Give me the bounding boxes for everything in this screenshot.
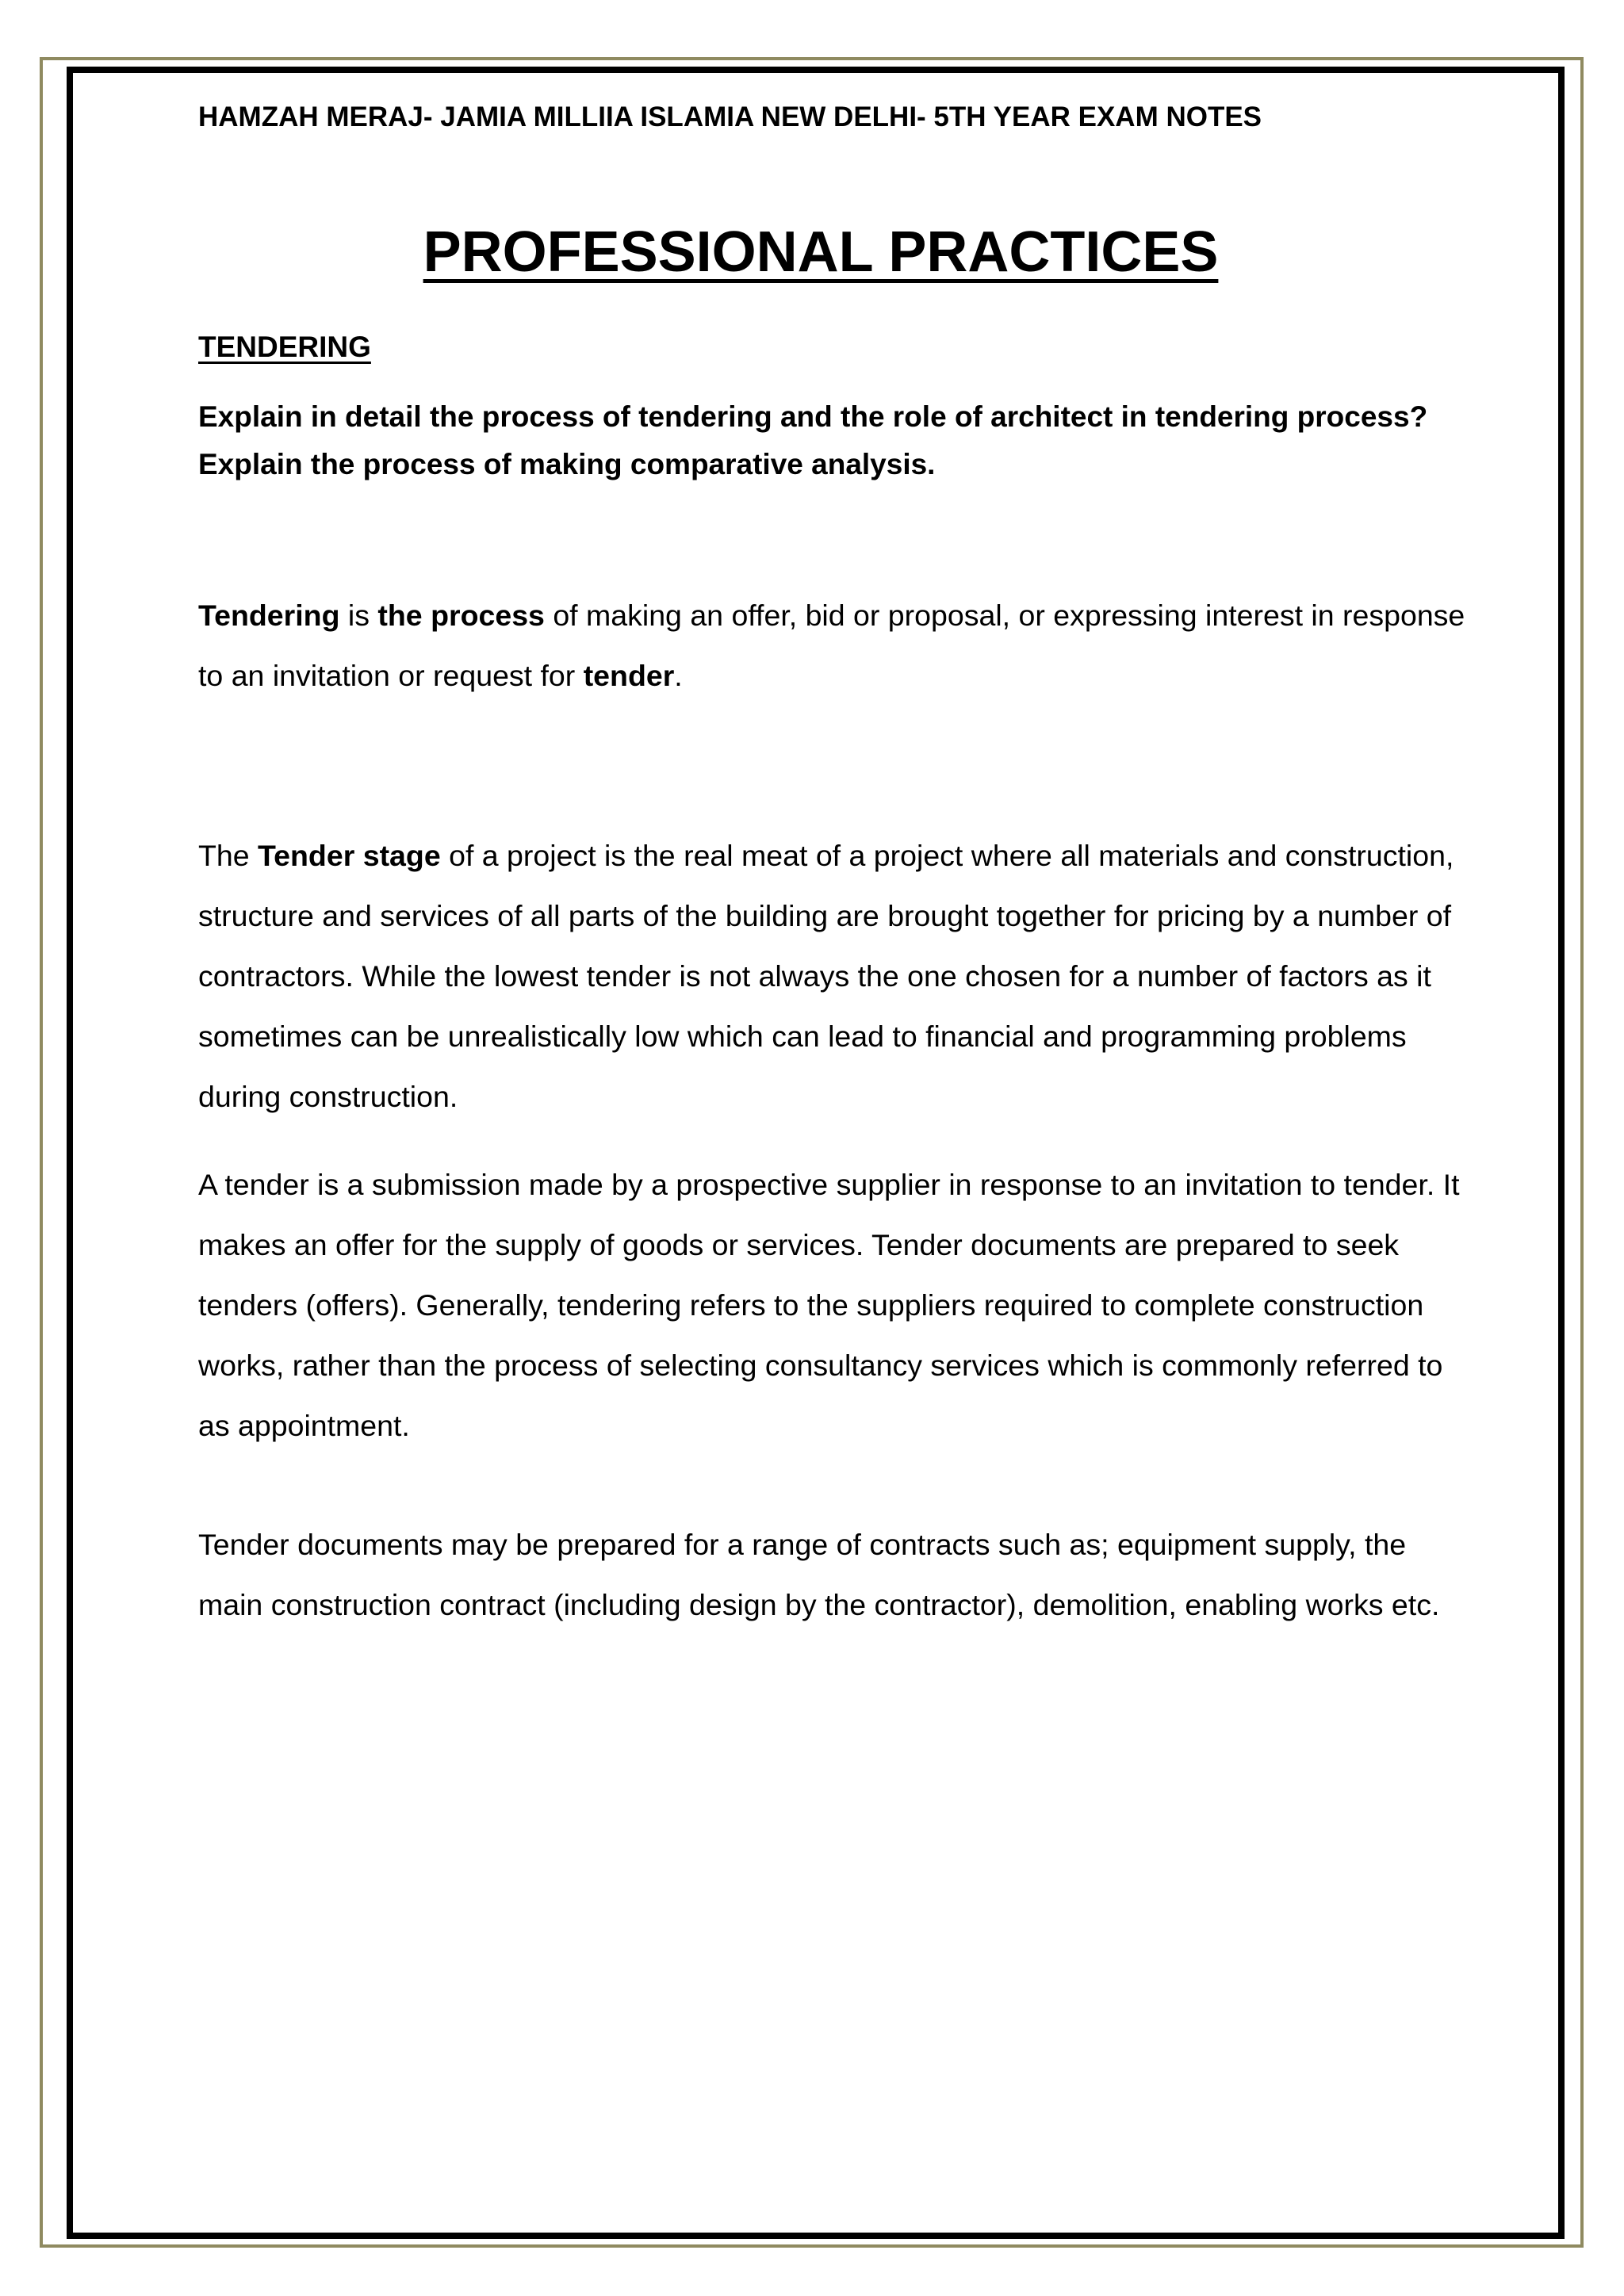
bold-term: the process (377, 599, 545, 632)
paragraph-definition (198, 585, 1467, 706)
exam-question (198, 393, 1467, 488)
bold-term: Tendering (198, 599, 340, 632)
text-run: of making an offer, bid or proposal, or expressing interest in response to an invitation or request for (198, 599, 1465, 692)
question-line-1: Explain in detail the process of tendering and the role of architect in tendering process? (198, 400, 1428, 433)
question-line-2: Explain the process of making comparative analysis. (198, 448, 936, 480)
paragraph-tender-stage (198, 825, 1467, 1127)
text-run: . (674, 659, 683, 692)
paragraph-tender-submission: A tender is a submission made by a prospective supplier in response to an invitation to tender. It makes an offer for the supply of goods or services. Tender documents are prepared to seek tenders (offers). Generally, tendering refers to the suppliers required to complete construction works, rather than the process of selecting consultancy services which is commonly referred to as appointment. (198, 1168, 1460, 1442)
page-title (198, 212, 1443, 292)
text-run: The (198, 839, 259, 872)
section-heading: TENDERING (198, 331, 371, 363)
bold-term: tender (583, 659, 675, 692)
page-title-text: PROFESSIONAL PRACTICES (423, 220, 1219, 284)
document-header: HAMZAH MERAJ- JAMIA MILLIIA ISLAMIA NEW DELHI- 5TH YEAR EXAM NOTES (198, 101, 1262, 132)
bold-term: Tender stage (258, 839, 441, 872)
inner-page-border (67, 67, 1565, 2239)
document-body (198, 94, 1465, 1621)
paragraph-tender-documents: Tender documents may be prepared for a range of contracts such as; equipment supply, the main construction contract (including design by the contractor), demolition, enabling works etc. (198, 1528, 1440, 1621)
text-run: of a project is the real meat of a project where all materials and construction, structure and services of all parts of the building are brought together for pricing by a number of contractors. While the lowest tender is not always the one chosen for a number of factors as it sometimes can be unrealistically low which can lead to financial and programming problems during construction. (198, 839, 1454, 1113)
text-run: is (339, 599, 378, 632)
